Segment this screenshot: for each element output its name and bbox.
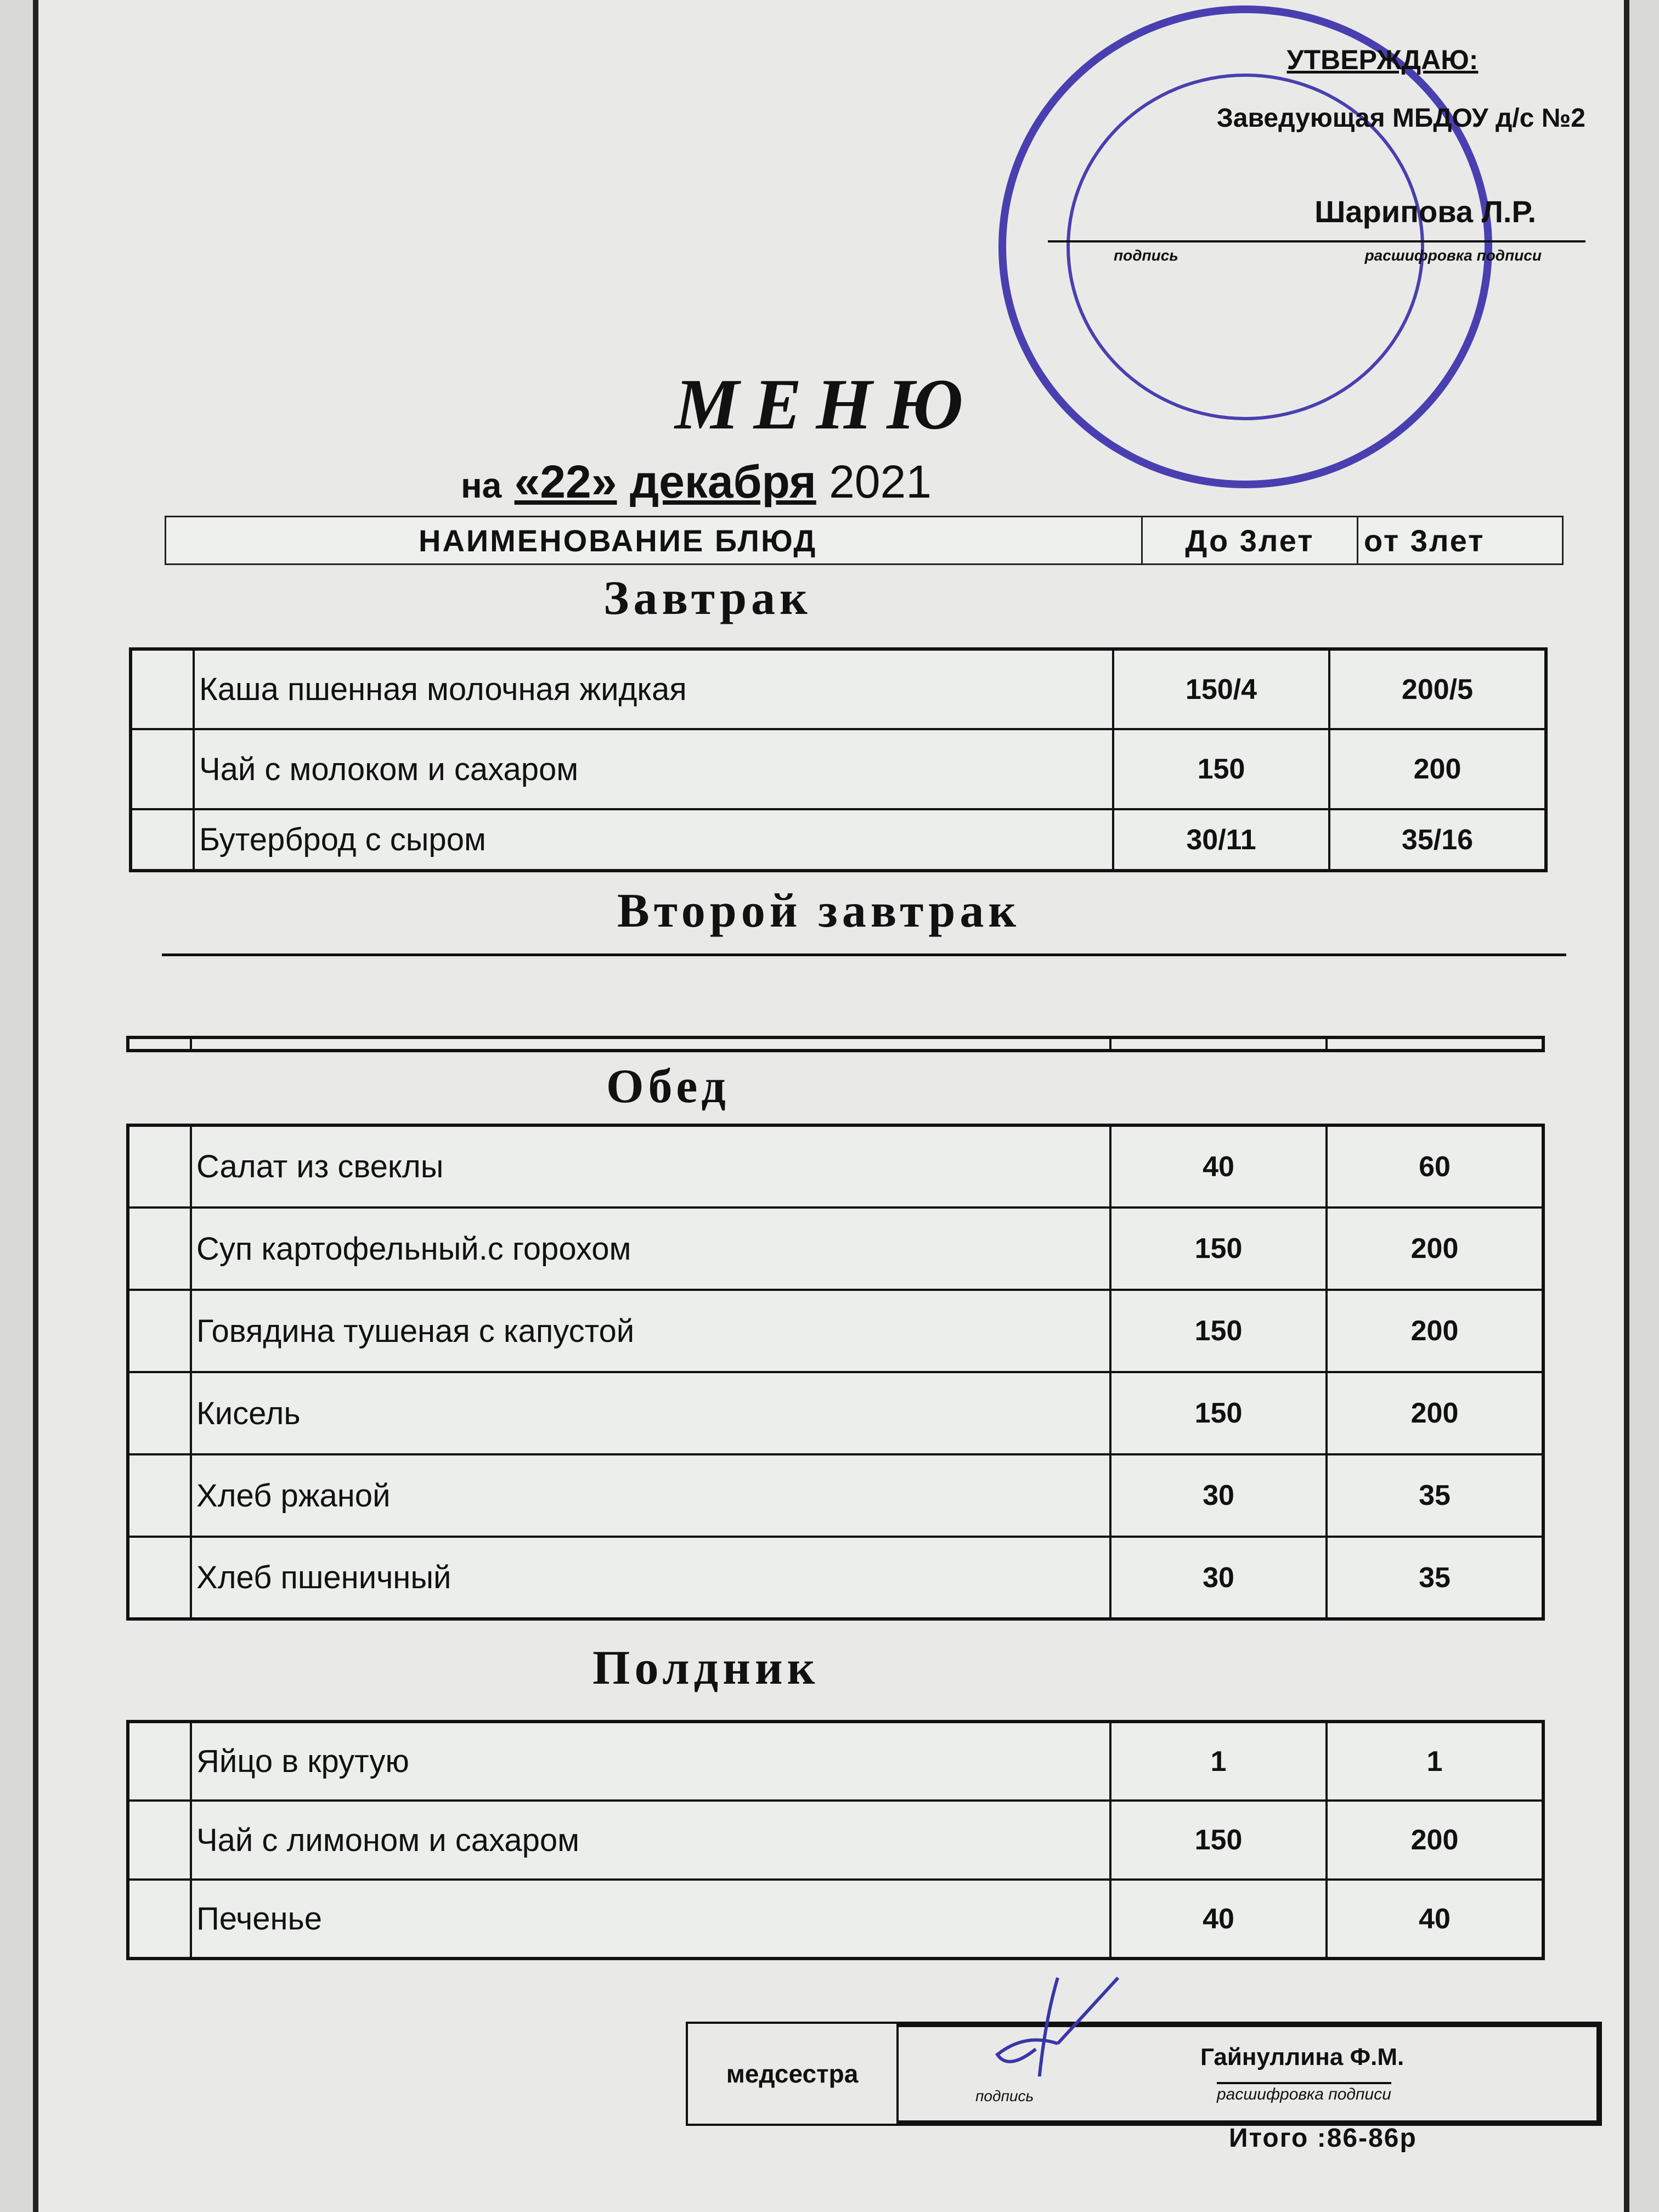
nurse-signature-block <box>686 2022 1602 2126</box>
portion-over3: 35 <box>1327 1454 1543 1537</box>
portion-under3: 150 <box>1113 729 1329 809</box>
portion-under3: 150 <box>1110 1207 1327 1290</box>
section-title-lunch: Обед <box>606 1060 730 1113</box>
portion-over3: 200 <box>1329 729 1546 809</box>
table-row <box>131 649 1546 729</box>
page-title: МЕНЮ <box>675 364 978 444</box>
approval-caption-signature: подпись <box>1114 247 1178 264</box>
dish-name: Бутерброд с сыром <box>194 809 1113 871</box>
portion-under3: 40 <box>1110 1880 1327 1959</box>
table-row <box>128 1125 1543 1207</box>
dish-name: Яйцо в крутую <box>191 1722 1110 1801</box>
table-row <box>131 809 1546 871</box>
portion-over3: 1 <box>1327 1722 1543 1801</box>
dish-name: Суп картофельный.с горохом <box>191 1207 1110 1290</box>
dish-name: Хлеб пшеничный <box>191 1537 1110 1619</box>
section-title-second-breakfast: Второй завтрак <box>617 884 1021 938</box>
portion-over3: 35/16 <box>1329 809 1546 871</box>
dish-name: Чай с лимоном и сахаром <box>191 1801 1110 1880</box>
approval-signature-line <box>1048 240 1585 242</box>
section-title-breakfast: Завтрак <box>603 572 812 625</box>
approval-caption-decoding: расшифровка подписи <box>1364 247 1542 264</box>
total-cost: Итого :86-86р <box>1229 2124 1417 2153</box>
column-over3: от 3лет <box>1364 523 1485 558</box>
column-header <box>165 516 1564 565</box>
table-row <box>128 1801 1543 1880</box>
portion-over3: 200 <box>1327 1372 1543 1454</box>
table-row <box>128 1290 1543 1372</box>
table-breakfast <box>129 647 1548 872</box>
dish-name: Каша пшенная молочная жидкая <box>194 649 1113 729</box>
table-lunch <box>126 1124 1545 1621</box>
table-row <box>128 1537 1543 1619</box>
portion-over3: 200 <box>1327 1290 1543 1372</box>
portion-under3: 150 <box>1110 1801 1327 1880</box>
table-row <box>128 1207 1543 1290</box>
portion-over3: 40 <box>1327 1880 1543 1959</box>
portion-under3: 1 <box>1110 1722 1327 1801</box>
date-year: 2021 <box>829 456 932 507</box>
nurse-signature-area <box>899 2024 1600 2124</box>
divider <box>162 953 1566 956</box>
nurse-caption-signature: подпись <box>975 2087 1034 2104</box>
portion-over3: 60 <box>1327 1125 1543 1207</box>
section-title-snack: Полдник <box>592 1641 820 1695</box>
table-second-breakfast <box>126 1036 1545 1052</box>
approval-position: Заведующая МБДОУ д/с №2 <box>1216 104 1585 133</box>
column-name: НАИМЕНОВАНИЕ БЛЮД <box>166 517 1143 563</box>
column-under3: До 3лет <box>1143 517 1358 563</box>
approval-block <box>1114 44 1585 264</box>
nurse-caption-decoding: расшифровка подписи <box>1217 2082 1391 2104</box>
table-row <box>128 1880 1543 1959</box>
portion-under3: 150/4 <box>1113 649 1329 729</box>
table-snack <box>126 1720 1545 1960</box>
menu-date <box>461 455 932 509</box>
approval-captions <box>1114 247 1585 264</box>
table-row <box>128 1722 1543 1801</box>
table-row <box>128 1037 1543 1051</box>
dish-name: Кисель <box>191 1372 1110 1454</box>
portion-under3: 40 <box>1110 1125 1327 1207</box>
portion-over3: 200 <box>1327 1801 1543 1880</box>
date-prefix: на <box>461 466 502 505</box>
dish-name: Хлеб ржаной <box>191 1454 1110 1537</box>
table-row <box>131 729 1546 809</box>
approval-name: Шарипова Л.Р. <box>1314 194 1536 229</box>
portion-over3: 200 <box>1327 1207 1543 1290</box>
portion-under3: 150 <box>1110 1290 1327 1372</box>
portion-under3: 150 <box>1110 1372 1327 1454</box>
portion-under3: 30 <box>1110 1537 1327 1619</box>
nurse-name: Гайнуллина Ф.М. <box>1200 2044 1404 2070</box>
nurse-role: медсестра <box>688 2024 899 2124</box>
approval-title: УТВЕРЖДАЮ: <box>1286 44 1479 75</box>
table-row <box>128 1454 1543 1537</box>
table-row <box>128 1372 1543 1454</box>
dish-name: Говядина тушеная с капустой <box>191 1290 1110 1372</box>
handwritten-signature <box>975 1967 1140 2076</box>
dish-name: Чай с молоком и сахаром <box>194 729 1113 809</box>
portion-over3: 35 <box>1327 1537 1543 1619</box>
portion-under3: 30/11 <box>1113 809 1329 871</box>
date-month: декабря <box>629 456 816 507</box>
dish-name: Салат из свеклы <box>191 1125 1110 1207</box>
portion-under3: 30 <box>1110 1454 1327 1537</box>
date-day: «22» <box>514 456 617 507</box>
portion-over3: 200/5 <box>1329 649 1546 729</box>
menu-document <box>33 0 1629 2212</box>
dish-name: Печенье <box>191 1880 1110 1959</box>
